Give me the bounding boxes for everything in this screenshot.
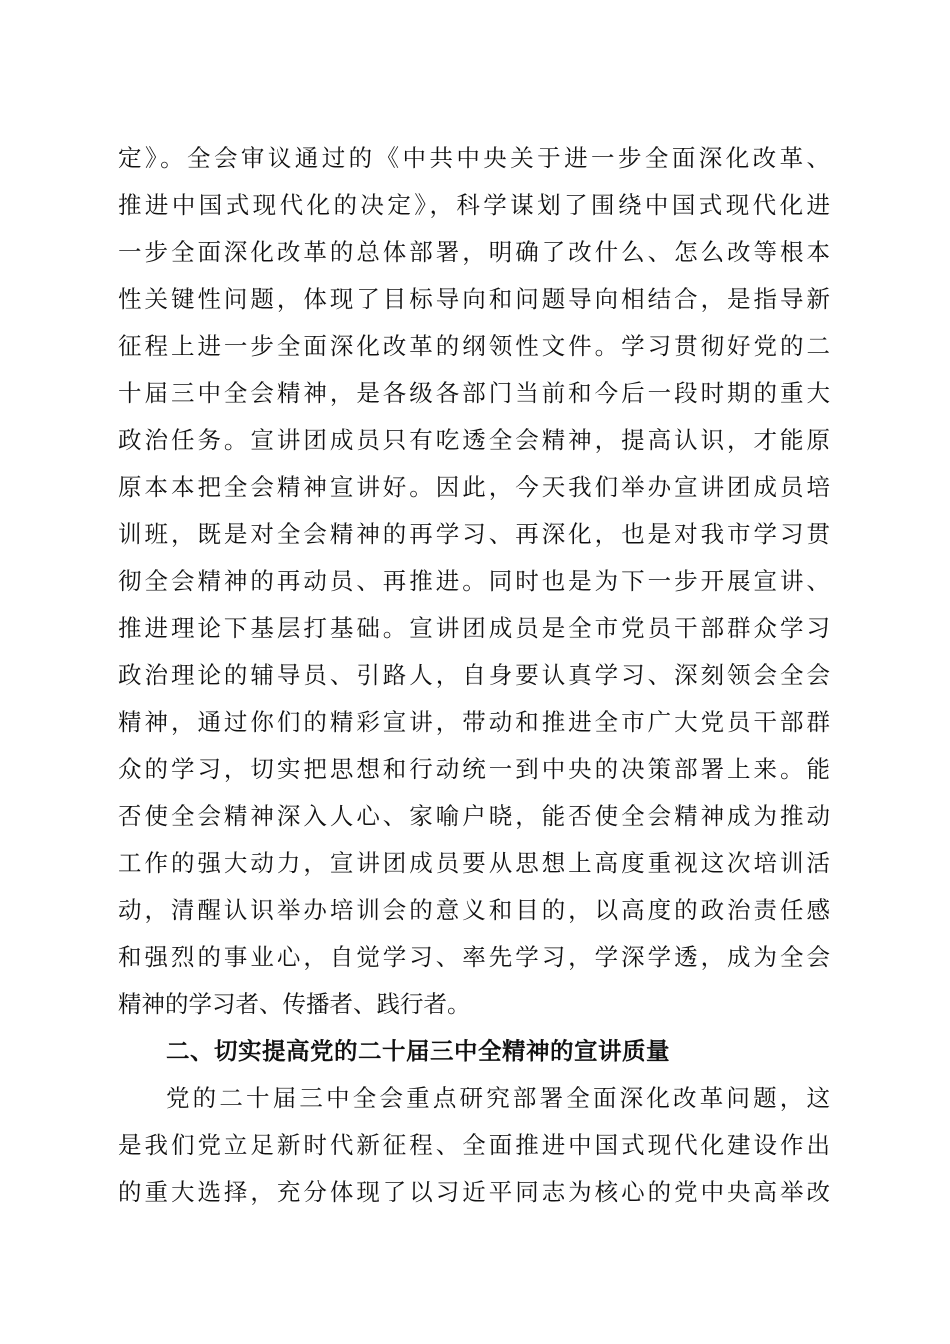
text-line: 原本本把全会精神宣讲好。因此，今天我们举办宣讲团成员培: [118, 473, 830, 501]
text-line: 训班，既是对全会精神的再学习、再深化，也是对我市学习贯: [118, 520, 830, 548]
text-line: 和强烈的事业心，自觉学习、率先学习，学深学透，成为全会: [118, 943, 830, 971]
section-heading: 二、切实提高党的二十届三中全精神的宣讲质量: [166, 1037, 670, 1065]
text-line: 政治任务。宣讲团成员只有吃透全会精神，提高认识，才能原: [118, 426, 830, 454]
text-line: 精神的学习者、传播者、践行者。: [118, 990, 471, 1018]
text-line: 政治理论的辅导员、引路人，自身要认真学习、深刻领会全会: [118, 661, 830, 689]
text-line: 定》。全会审议通过的《中共中央关于进一步全面深化改革、: [118, 144, 830, 172]
text-line: 征程上进一步全面深化改革的纲领性文件。学习贯彻好党的二: [118, 332, 830, 360]
text-line: 动，清醒认识举办培训会的意义和目的，以高度的政治责任感: [118, 896, 830, 924]
text-line: 十届三中全会精神，是各级各部门当前和今后一段时期的重大: [118, 379, 830, 407]
text-line: 性关键性问题，体现了目标导向和问题导向相结合，是指导新: [118, 285, 830, 313]
text-line: 党的二十届三中全会重点研究部署全面深化改革问题，这: [166, 1084, 830, 1112]
text-line: 否使全会精神深入人心、家喻户晓，能否使全会精神成为推动: [118, 802, 830, 830]
text-line: 的重大选择，充分体现了以习近平同志为核心的党中央高举改: [118, 1178, 830, 1206]
text-line: 一步全面深化改革的总体部署，明确了改什么、怎么改等根本: [118, 238, 830, 266]
text-line: 工作的强大动力，宣讲团成员要从思想上高度重视这次培训活: [118, 849, 830, 877]
text-line: 是我们党立足新时代新征程、全面推进中国式现代化建设作出: [118, 1131, 830, 1159]
text-line: 推进理论下基层打基础。宣讲团成员是全市党员干部群众学习: [118, 614, 830, 642]
text-line: 彻全会精神的再动员、再推进。同时也是为下一步开展宣讲、: [118, 567, 830, 595]
text-line: 推进中国式现代化的决定》，科学谋划了围绕中国式现代化进: [118, 191, 830, 219]
text-line: 众的学习，切实把思想和行动统一到中央的决策部署上来。能: [118, 755, 830, 783]
text-line: 精神，通过你们的精彩宣讲，带动和推进全市广大党员干部群: [118, 708, 830, 736]
